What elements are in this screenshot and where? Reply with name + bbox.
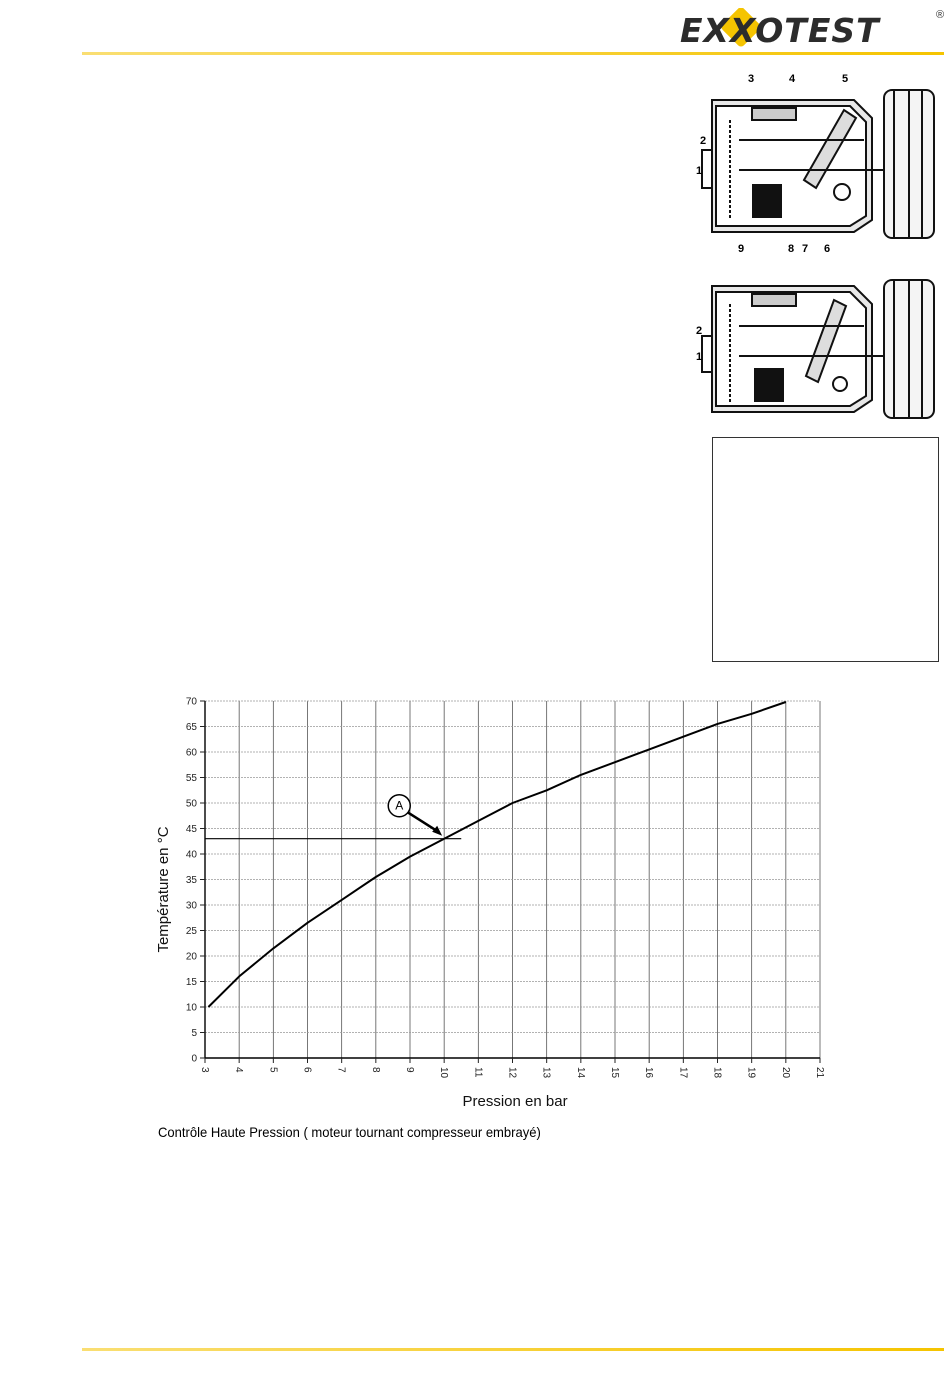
chart-grid (205, 701, 820, 1058)
y-tick-label: 15 (185, 977, 197, 988)
y-tick-label: 60 (185, 747, 197, 759)
y-tick-label: 50 (185, 798, 197, 810)
y-tick-label: 5 (191, 1028, 197, 1039)
x-tick-label: 15 (609, 1067, 620, 1079)
callout-2: 2 (696, 325, 703, 337)
x-tick-label: 9 (404, 1067, 415, 1073)
y-tick-label: 30 (185, 900, 197, 912)
y-tick-label: 25 (185, 926, 197, 937)
callout-1: 1 (696, 351, 703, 363)
x-tick-label: 17 (677, 1067, 689, 1079)
x-tick-label: 16 (643, 1067, 655, 1079)
x-tick-label: 14 (574, 1067, 586, 1079)
callout-2: 2 (700, 135, 707, 147)
y-tick-label: 0 (191, 1053, 197, 1065)
marker-a-label: A (395, 798, 404, 813)
x-tick-label: 6 (301, 1067, 313, 1073)
compressor-cutaway-diagram-top (694, 70, 942, 258)
chart-ticks (186, 697, 825, 1079)
callout-3: 3 (748, 73, 755, 85)
x-tick-label: 12 (506, 1067, 518, 1079)
y-axis-label: Température en °C (155, 826, 172, 953)
logo-text: EXXOTEST (680, 11, 880, 48)
callout-7: 7 (802, 243, 809, 255)
footer-rule (82, 1348, 944, 1351)
x-tick-label: 7 (335, 1067, 347, 1073)
x-tick-label: 3 (199, 1067, 210, 1073)
chart-caption: Contrôle Haute Pression ( moteur tournant compresseur embrayé) (158, 1124, 541, 1140)
x-axis-label: Pression en bar (462, 1093, 568, 1110)
callout-9: 9 (738, 243, 745, 255)
callout-4: 4 (789, 73, 796, 85)
empty-text-frame (712, 437, 939, 662)
x-tick-label: 8 (369, 1067, 381, 1073)
pressure-temperature-chart (150, 690, 830, 1120)
x-tick-label: 13 (540, 1067, 552, 1079)
y-tick-label: 65 (185, 722, 197, 733)
x-tick-label: 21 (814, 1067, 825, 1079)
y-tick-label: 20 (185, 951, 197, 963)
callout-1: 1 (696, 165, 703, 177)
y-tick-label: 45 (185, 824, 197, 835)
x-tick-label: 18 (711, 1067, 723, 1079)
y-tick-label: 10 (185, 1002, 197, 1014)
compressor-cutaway-diagram-bottom (694, 276, 942, 422)
x-tick-label: 4 (233, 1067, 245, 1073)
marker-a-arrow (408, 813, 438, 832)
y-tick-label: 70 (185, 696, 197, 708)
registered-mark: ® (936, 9, 945, 21)
exxotest-logo (678, 8, 946, 48)
callout-8: 8 (788, 243, 795, 255)
x-tick-label: 20 (779, 1067, 791, 1079)
y-tick-label: 40 (185, 849, 197, 861)
x-tick-label: 10 (438, 1067, 450, 1079)
header-rule (82, 52, 944, 55)
callout-6: 6 (824, 243, 831, 255)
marker-a-arrowhead (432, 826, 442, 836)
chart-annotations (205, 795, 461, 839)
chart-series (208, 702, 785, 1007)
series-line-0 (208, 702, 785, 1007)
y-tick-label: 35 (185, 875, 197, 886)
x-tick-label: 19 (745, 1067, 757, 1079)
callout-5: 5 (842, 73, 849, 85)
x-tick-label: 5 (267, 1067, 279, 1073)
y-tick-label: 55 (185, 773, 197, 784)
x-tick-label: 11 (472, 1067, 484, 1078)
